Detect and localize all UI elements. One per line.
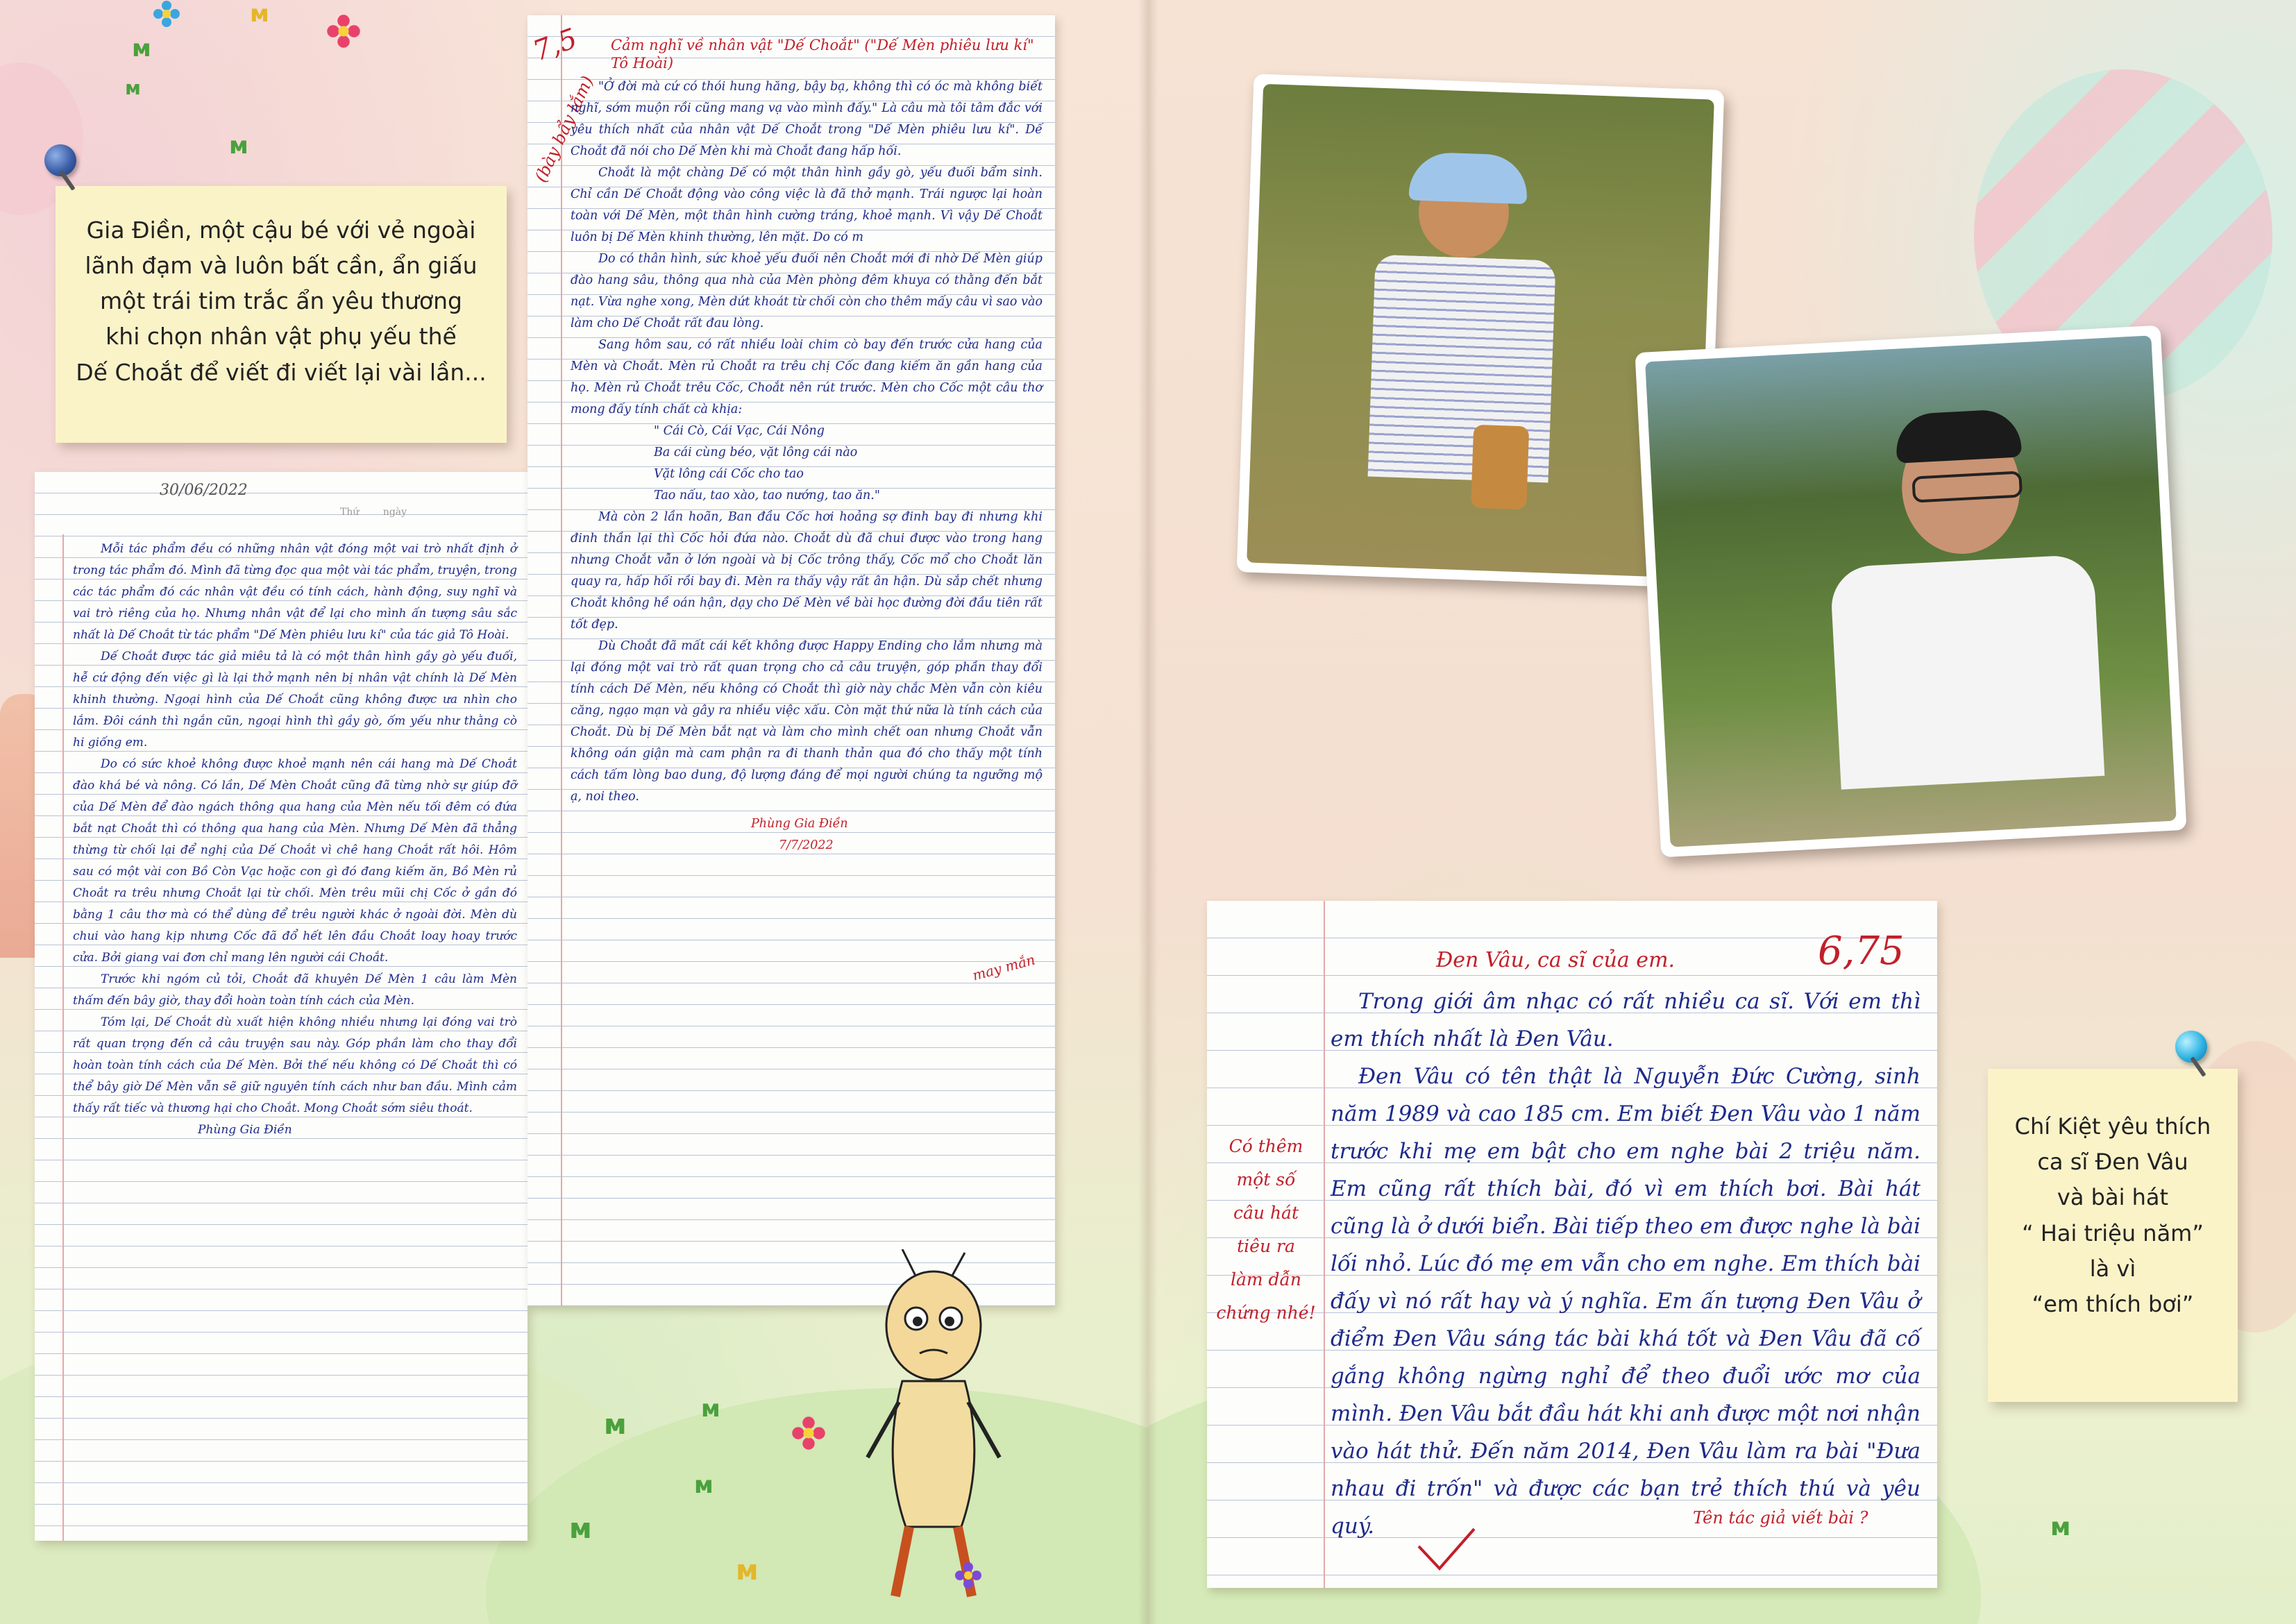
page-gutter (1138, 0, 1158, 1624)
flower-icon (791, 1416, 826, 1450)
teacher-margin-note: (bày bẩy lắm) (531, 73, 598, 185)
caption-note (1988, 1069, 2238, 1402)
essay-title: Đen Vâu, ca sĩ của em. (1436, 948, 1675, 972)
caption-line: khi chọn nhân vật phụ yếu thế (105, 323, 457, 350)
teacher-margin-note (1214, 1130, 1318, 1330)
caption-line: Chí Kiệt yêu thích (2014, 1113, 2211, 1140)
essay-title: Cảm nghĩ về nhân vật "Dế Choắt" ("Dế Mèn phiêu lưu kí" Tô Hoài) (611, 37, 1034, 71)
note-line: chứng nhé! (1216, 1303, 1316, 1323)
essay-paragraph: Tóm lại, Dế Choắt dù xuất hiện không nhiều nhưng lại đóng vai trò rất quan trọng đến cả câu truyện sau này. Góp phần làm cho thay đổi hoàn toàn tính cách của Dế Mèn. Bởi thế nếu không có Dế Choắt thì có thể bây giờ Dế Mèn vẫn sẽ giữ nguyên tính cách như ban đầu. Mình cảm thấy rất tiếc và thương hại cho Choắt. Mong Choắt sớm siêu thoát. (73, 1015, 517, 1115)
flower-icon (954, 1562, 982, 1589)
hair-shape (1895, 408, 2022, 463)
poem-line: Vặt lông cái Cốc cho tao (654, 467, 804, 481)
header-label: ngày (382, 507, 407, 518)
essay-paragraph: Dế Choắt được tác giả miêu tả là có một thân hình gầy gò yếu đuối, hễ cứ động đến việc gì là lại thở mạnh nên bị nhân vật chính là Dế Mèn khinh thường. Ngoại hình của Dế Choắt cũng không được ưa nhìn cho lắm. Đôi cánh thì ngắn cũn, ngoại hình thì gầy gò, ốm yếu như thằng cò hi giống em. (73, 650, 517, 750)
grass-decoration: ᴍ (2050, 1513, 2071, 1541)
caption-line: và bài hát (2057, 1184, 2169, 1211)
caption-line: một trái tim trắc ẩn yêu thương (100, 287, 462, 315)
caption-line: Gia Điền, một cậu bé với vẻ ngoài (86, 217, 476, 244)
photo-scene (1645, 335, 2177, 847)
essay-two-body (571, 76, 1043, 856)
essay-paragraph: "Ở đời mà cứ có thói hung hăng, bậy bạ, không thì có óc mà không biết nghĩ, sớm muộn rồi cũng mang vạ vào mình đấy." Là câu mà tôi tâm đắc với yêu thích nhất của nhân vật Dế Choắt trong "Dế Mèn phiêu lưu kí". Dế Choắt đã nói cho Dế Mèn khi mà Choắt đang hấp hối. (571, 80, 1043, 158)
pushpin-icon (44, 144, 76, 176)
sheet-date: 30/06/2022 (160, 482, 248, 499)
note-line: một số (1236, 1169, 1296, 1190)
cap-shape (1409, 151, 1528, 204)
essay-paragraph: Trong giới âm nhạc có rất nhiều ca sĩ. Với em thì em thích nhất là Đen Vâu. (1331, 989, 1921, 1051)
essay-paragraph: Mỗi tác phẩm đều có những nhân vật đóng một vai trò nhất định ở trong tác phẩm đó. Mình đã từng đọc qua một vài tác phẩm, truyện, trong các tác phẩm đó các nhân vật đều có tính cách, hành động, suy nghĩ và vai trò riêng của họ. Nhưng nhân vật để lại cho mình ấn tượng sâu sắc nhất là Dế Choắt từ tác phẩm "Dế Mèn phiêu lưu kí" của tác giả Tô Hoài. (73, 542, 517, 642)
poem-line: Ba cái cùng béo, vặt lông cái nào (654, 446, 858, 459)
grass-decoration: ᴍ (701, 1395, 720, 1423)
photo-teen-glasses (1635, 325, 2186, 858)
essay-paragraph: Sang hôm sau, có rất nhiều loài chim cò bay đến trước cửa hang của Mèn và Choắt. Mèn rủ Choắt ra trêu chị Cốc đang kiếm ăn gần hang của họ. Mèn rủ Choắt trêu Cốc, Choắt nên rút trước. Mèn cho Cốc một câu thơ mong đấy tính chất cà khịa: (571, 338, 1043, 416)
essay-three-body (1331, 983, 1921, 1545)
caption-line: “em thích bơi” (2032, 1290, 2194, 1317)
essay-signature: Phùng Gia Điền (198, 1123, 292, 1137)
checkmark-icon (1415, 1525, 1478, 1574)
sheet-header (49, 507, 407, 518)
essay-paragraph: Do có thân hình, sức khoẻ yếu đuối nên Choắt mới đi nhờ Dế Mèn giúp đào hang sâu, thông qua nhà của Mèn phòng đêm khuya có thằng đến bắt nạt. Vừa nghe xong, Mèn dứt khoát từ chối còn cho thêm mấy câu vì sao vào làm cho Dế Choắt rất đau lòng. (571, 252, 1043, 330)
margin-line (561, 15, 562, 1306)
essay-paragraph: Choắt là một chàng Dế có một thân hình gầy gò, yếu đuối bẩm sinh. Chỉ cần Dế Choắt động vào công việc là đã thở mạnh. Trái ngược lại hoàn toàn với Dế Mèn, một thân hình cường tráng, khoẻ mạnh. Vì vậy Dế Choắt luôn bị Dế Mèn khinh thường, lên mặt. Do có m (571, 166, 1043, 244)
caption-line: là vì (2089, 1255, 2136, 1282)
essay-sheet-one (35, 472, 527, 1541)
cricket-drawing (854, 1249, 1013, 1610)
grass-decoration: ᴍ (694, 1471, 714, 1499)
essay-paragraph: Trước khi ngóm củ tỏi, Choắt đã khuyên Dế Mèn 1 câu làm Mèn thấm đến bây giờ, thay đổi hoàn toàn tính cách của Mèn. (73, 972, 517, 1008)
caption-line: ca sĩ Đen Vâu (2037, 1149, 2188, 1176)
teacher-note: Tên tác giả viết bài ? (1693, 1508, 1868, 1528)
essay-date: 7/7/2022 (779, 838, 834, 852)
caption-note (56, 186, 507, 443)
flower-icon (326, 14, 361, 49)
note-line: làm dẫn (1231, 1269, 1301, 1289)
right-page (1148, 0, 2296, 1624)
grass-decoration: ᴍ (569, 1513, 592, 1545)
poem-line: " Cái Cò, Cái Vạc, Cái Nông (654, 424, 825, 438)
grass-decoration: ᴍ (229, 132, 248, 160)
poem-line: Tao nấu, tao xào, tao nướng, tao ăn." (654, 489, 880, 502)
essay-paragraph: Dù Choắt đã mất cái kết không được Happy Ending cho lắm nhưng mà lại đóng một vai trò rất quan trọng cho cả câu truyện, góp phần thay đổi tính cách Dế Mèn, nếu không có Choắt thì giờ này chắc Mèn vẫn còn kiêu căng, ngạo mạn và gây ra nhiều việc xấu. Còn mặt thứ nữa là tính cách của Choắt. Dù bị Dế Mèn bắt nạt và làm cho mình chết oan nhưng Choắt vẫn không oán giận mà cam phận ra đi thanh thản qua đó cho thấy một tính cách tấm lòng bao dung, độ lượng đáng để mọi người chúng ta ngưỡng mộ ạ, noi theo. (571, 639, 1043, 804)
note-line: Có thêm (1229, 1136, 1303, 1156)
grass-decoration: ᴍ (736, 1555, 759, 1587)
grass-decoration: ᴍ (125, 76, 141, 99)
bag-shape (1471, 425, 1529, 510)
header-label: Thứ (340, 507, 360, 518)
pushpin-icon (2175, 1031, 2207, 1063)
essay-signature: Phùng Gia Điền (751, 817, 848, 831)
caption-line: lãnh đạm và luôn bất cần, ẩn giấu (85, 252, 478, 280)
essay-one-body (73, 539, 517, 1141)
note-line: tiêu ra (1237, 1236, 1295, 1256)
essay-paragraph: Do có sức khoẻ không được khoẻ mạnh nên cái hang mà Dế Choắt đào khá bé và nông. Có lần, Dế Mèn Choắt cũng đã từng nhờ sự giúp đỡ của Dế Mèn để đào ngách thông qua hang của Mèn nếu tối đêm có đứa bắt nạt Choắt thì có thông qua hang của Mèn. Nhưng Dế Mèn đã thẳng thừng từ chối lại để nghị của Dế Choắt vì chê hang Choắt rất hôi. Hôm sau có một vài con Bồ Còn Vạc hoặc con gì đó đang kiếm ăn, Bồ Mèn rủ Choắt ra trêu nhưng Choắt lại từ chối. Mèn trêu mũi chị Cốc ở gần đó bằng 1 câu thơ mà có thể dùng để trêu người khác ở ngoài đời. Mèn dù chui vào hang kịp nhưng Cốc đã đổ hết lên đầu Choắt loay hoay trước cửa. Bởi giang vai đơn chỉ mang lên người cái Choắt. (73, 757, 517, 965)
shirt-shape (1830, 554, 2104, 789)
grass-decoration: ᴍ (250, 0, 269, 28)
caption-line: “ Hai triệu năm” (2022, 1219, 2204, 1246)
flower-icon (153, 0, 180, 28)
margin-line (62, 534, 64, 1541)
caption-line: Dế Choắt để viết đi viết lại vài lần... (76, 358, 487, 386)
essay-paragraph: Đen Vâu có tên thật là Nguyễn Đức Cường, sinh năm 1989 và cao 185 cm. Em biết Đen Vâu vào 1 năm trước khi mẹ em bật cho em nghe bài 2 triệu năm. Em cũng rất thích bài, đó vì em thích bơi. Bài hát cũng là ở dưới biển. Bài tiếp theo em được nghe là bài lối nhỏ. Lúc đó mẹ em vẫn cho em nghe. Em thích bài đấy vì nó rất hay và ý nghĩa. Em ấn tượng Đen Vâu ở điểm Đen Vâu sáng tác bài khá tốt và Đen Vâu đã cố gắng không ngừng nghỉ để theo đuổi ước mơ của mình. Đen Vâu bắt đầu hát khi anh được một nơi nhận vào hát thử. Đến năm 2014, Đen Vâu làm ra bài "Đưa nhau đi trốn" và được các bạn trẻ thích thú và yêu quý. (1331, 1064, 1921, 1539)
grass-decoration: ᴍ (132, 35, 151, 62)
essay-sheet-two (527, 15, 1055, 1306)
teacher-note: may mắn (970, 951, 1037, 984)
margin-line (1324, 901, 1325, 1588)
note-line: câu hát (1233, 1203, 1299, 1223)
essay-sheet-three (1207, 901, 1937, 1588)
score-mark: 6,75 (1818, 929, 1905, 974)
score-mark: 7,5 (529, 22, 582, 68)
grass-decoration: ᴍ (604, 1409, 627, 1441)
essay-paragraph: Mà còn 2 lần hoãn, Ban đầu Cốc hơi hoảng sợ đinh bay đi nhưng khi đinh thần lại thì Cốc hỏi đứa nào. Choắt dù đã chui được vào trong hang nhưng Choắt vẫn ở lớn ngoài và bị Cốc trông thấy, Cốc mổ cho Choắt lăn quay ra, hấp hối rồi bay đi. Mèn ra thấy vậy rất ân hận. Dù sắp chết nhưng Choắt không hề oán hận, dạy cho Dế Mèn về bài học đường đời đầu tiên rất tốt đẹp. (571, 510, 1043, 632)
